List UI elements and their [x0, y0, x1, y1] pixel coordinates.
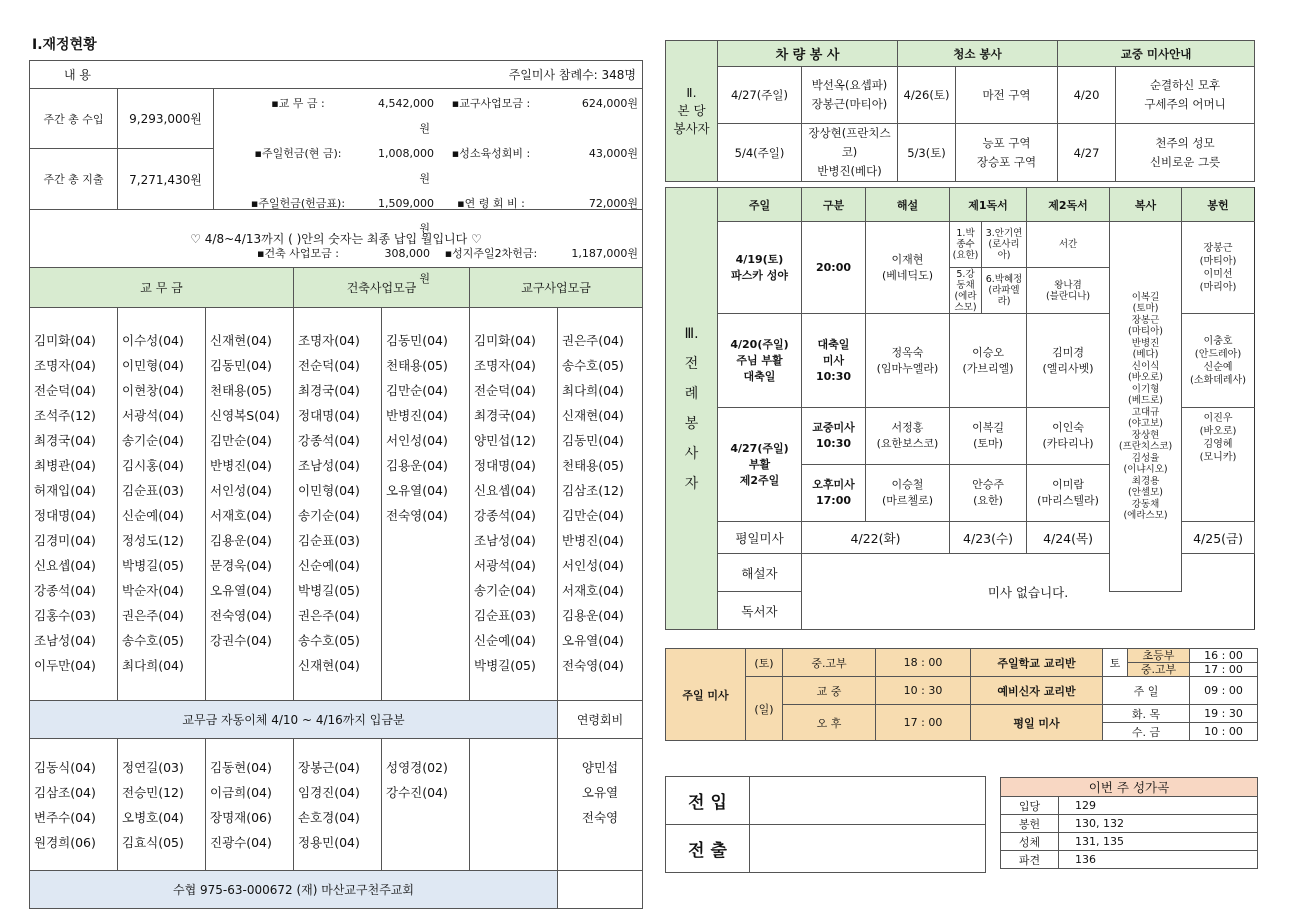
reader: 왕나겸 (블란디나): [1027, 268, 1110, 314]
reader2: 김미경 (엘리사벳): [1027, 314, 1110, 408]
mass-time: 17 : 00: [876, 705, 971, 741]
name-list: 신재현(04) 김동민(04) 천태용(05) 신영복S(04) 김만순(04) 반병진(04) 서인성(04) 서재호(04) 김용운(04) 문경욱(04) 오유열(04) 전숙영(04) 강권수(04): [206, 308, 294, 701]
mass-time: 18 : 00: [876, 649, 971, 677]
item-label: ▪교 무 금 :: [271, 97, 325, 110]
name-list: 이수성(04) 이민형(04) 이현창(04) 서광석(04) 송기순(04) 김시홍(04) 김순표(03) 신순예(04) 정성도(12) 박병길(05) 박순자(04) 권은주(04) 송수호(05) 최다희(04): [118, 308, 206, 701]
weekday: 4/24(목): [1027, 522, 1110, 554]
hymn-table: [1000, 777, 1258, 869]
item-value: 43,000원: [588, 147, 639, 160]
catechism: 예비신자 교리반: [971, 677, 1103, 705]
time-label: 대축일 미사 10:30: [802, 314, 866, 408]
item-value: 1,008,000원: [378, 147, 434, 185]
weekday-days: 화. 목: [1103, 705, 1190, 723]
move-in-label: 전 입: [666, 777, 750, 825]
reader2: 이미람 (마리스텔라): [1027, 465, 1110, 522]
clean-date: 4/26(토): [898, 67, 956, 124]
section-title: Ⅰ.재정현황: [32, 37, 97, 53]
weekday-time: 10 : 00: [1190, 723, 1258, 741]
schedule-table: [665, 648, 1258, 741]
sunday-school: 주일학교 교리반: [971, 649, 1103, 677]
content-header: 내 용: [30, 61, 382, 89]
hymn-title: 이번 주 성가곡: [1001, 778, 1258, 797]
notice: ♡ 4/8~4/13까지 ( )안의 숫자는 최종 납입 월입니다 ♡: [30, 210, 643, 268]
col-header: 복사: [1110, 188, 1182, 222]
hymn-key: 파견: [1001, 851, 1059, 869]
item-label: ▪건축 사업모금 :: [257, 247, 339, 260]
move-table: [665, 776, 986, 873]
weekday: 4/25(금): [1182, 522, 1255, 554]
col-header: 제2독서: [1027, 188, 1110, 222]
car-names: 장상현(프란치스코) 반병진(베다): [802, 124, 898, 182]
item-value: 1,509,000원: [378, 197, 434, 235]
col-header: 제1독서: [950, 188, 1027, 222]
col-header: 구분: [802, 188, 866, 222]
offering: 이충호 (안드레아) 신순예 (소화데레사): [1182, 314, 1255, 408]
item-label: ▪교구사업모금 :: [451, 97, 531, 110]
name-list: 정연길(03) 전승민(12) 오병호(04) 김효식(05): [118, 739, 206, 871]
name-list: 권은주(04) 송수호(05) 최다희(04) 신재현(04) 김동민(04) 천태용(05) 김삼조(12) 김만순(04) 반병진(04) 서인성(04) 서재호(04) 김용운(04) 오유열(04) 전숙영(04): [558, 308, 643, 701]
offering: 이진우 (바오로) 김영혜 (모니카): [1182, 408, 1255, 522]
offering: 장봉근 (마티아) 이미선 (마리아): [1182, 222, 1255, 314]
reader: 서간: [1027, 222, 1110, 268]
expense-value: 7,271,430원: [129, 172, 202, 187]
sun-label: (일): [746, 677, 783, 741]
catechism-day: 주 일: [1103, 677, 1190, 705]
mid-time: 17 : 00: [1204, 663, 1243, 676]
item-value: 4,542,000원: [378, 97, 434, 135]
col-header: 해설: [866, 188, 950, 222]
item-label: ▪주일헌금(헌금표):: [250, 197, 346, 210]
item-label: ▪연 령 회 비 :: [457, 197, 525, 210]
elem-time: 16 : 00: [1204, 649, 1243, 662]
name-list: 김동현(04) 이금희(04) 장명재(06) 진광수(04): [206, 739, 294, 871]
item-value: 624,000원: [581, 97, 639, 110]
no-mass: 미사 없습니다.: [802, 554, 1255, 630]
item-label: ▪주일헌금(현 금):: [254, 147, 342, 160]
catechism-time: 09 : 00: [1190, 677, 1258, 705]
move-out-label: 전 출: [666, 825, 750, 873]
weekday-days: 수. 금: [1103, 723, 1190, 741]
commentator: 서정홍 (요한보스코): [866, 408, 950, 465]
mass-text: 천주의 성모 신비로운 그릇: [1116, 124, 1255, 182]
income-value: 9,293,000원: [118, 89, 213, 149]
name-list: 김미화(04) 조명자(04) 전순덕(04) 최경국(04) 양민섭(12) 정대명(04) 신요셉(04) 강종석(04) 조남성(04) 서광석(04) 송기순(04) 김순표(03) 신순예(04) 박병길(05): [470, 308, 558, 701]
name-list: 장봉근(04) 임경진(04) 손호경(04) 정용민(04): [294, 739, 382, 871]
item-value: 308,000원: [384, 247, 430, 285]
col-header: 주일: [718, 188, 802, 222]
income-label: 주간 총 수입: [30, 89, 117, 149]
car-date: 4/27(주일): [718, 67, 802, 124]
reader: 5.강동채 (에라스모): [950, 268, 982, 314]
col-header: 교 무 금: [30, 268, 294, 308]
reader: 3.안기연 (로사리아): [982, 222, 1027, 268]
time-label: 오후미사 17:00: [802, 465, 866, 522]
name-list: 김미화(04) 조명자(04) 전순덕(04) 조석주(12) 최경국(04) 최병관(04) 허재입(04) 정대명(04) 김경미(04) 신요셉(04) 강종석(04) 김홍수(03) 조남성(04) 이두만(04): [30, 308, 118, 701]
item-label: ▪성소육성회비 :: [451, 147, 531, 160]
mass-date: 4/20: [1058, 67, 1116, 124]
hymn-value: 130, 132: [1059, 815, 1258, 833]
name-list: 김동식(04) 김삼조(04) 변주수(04) 원경희(06): [30, 739, 118, 871]
finance-table: [29, 60, 643, 909]
commentator: 이승철 (마르첼로): [866, 465, 950, 522]
reader1: 이복길 (토마): [950, 408, 1027, 465]
commentator: 이재현 (베네딕도): [866, 222, 950, 314]
altar-servers: 이복길 (토마) 장봉근 (마티아) 반병진 (베다) 신이식 (바오로) 이기형 (베드로) 고대규 (야고보) 장상현 (프란치스코) 김성율 (이냐시오) 최경용 (안셀모) 강동채 (에라스모): [1110, 222, 1182, 592]
time-label: 20:00: [802, 222, 866, 314]
hymn-key: 성체: [1001, 833, 1059, 851]
weekday: 4/23(수): [950, 522, 1027, 554]
weekday: 4/22(화): [802, 522, 950, 554]
reader: 6.박혜정 (라파엘라): [982, 268, 1027, 314]
day-label: 4/27(주일) 부활 제2주일: [718, 408, 802, 522]
service-section: Ⅱ. 본 당 봉사자: [666, 41, 718, 182]
day-label: 4/19(토) 파스카 성야: [718, 222, 802, 314]
car-date: 5/4(주일): [718, 124, 802, 182]
sunday-mass-label: 주일 미사: [666, 649, 746, 741]
yeonryeong-title: 연령회비: [558, 701, 643, 739]
mass-date: 4/27: [1058, 124, 1116, 182]
reader2: 이인숙 (카타리나): [1027, 408, 1110, 465]
service-table: [665, 40, 1255, 182]
auto-transfer-title: 교무금 자동이체 4/10 ~ 4/16까지 입금분: [30, 701, 558, 739]
hymn-value: 136: [1059, 851, 1258, 869]
name-list: 김동민(04) 천태용(05) 김만순(04) 반병진(04) 서인성(04) 김용운(04) 오유열(04) 전숙영(04): [382, 308, 470, 701]
reader1: 안승주 (요한): [950, 465, 1027, 522]
item-value: 72,000원: [588, 197, 639, 210]
liturgy-section: Ⅲ. 전 례 봉 사 자: [666, 188, 718, 630]
sat-label: (토): [746, 649, 783, 677]
mass-name: 교 중: [783, 677, 876, 705]
col-header: 교구사업모금: [470, 268, 643, 308]
bank-account: 수협 975-63-000672 (재) 마산교구천주교회: [30, 871, 558, 909]
hymn-value: 131, 135: [1059, 833, 1258, 851]
mid-label: 중.고부: [1128, 663, 1190, 676]
car-names: 박선옥(요셉파) 장봉근(마티아): [802, 67, 898, 124]
mass-text: 순결하신 모후 구세주의 어머니: [1116, 67, 1255, 124]
name-list: 성영경(02) 강수진(04): [382, 739, 470, 871]
sat-label: 토: [1103, 649, 1128, 677]
name-list: 조명자(04) 전순덕(04) 최경국(04) 정대명(04) 강종석(04) 조남성(04) 이민형(04) 송기순(04) 김순표(03) 신순예(04) 박병길(05) 권은주(04) 송수호(05) 신재현(04): [294, 308, 382, 701]
day-label: 4/20(주일) 주님 부활 대축일: [718, 314, 802, 408]
commentator: 정옥숙 (임마누엘라): [866, 314, 950, 408]
item-value: 1,187,000원: [571, 247, 639, 260]
hymn-value: 129: [1059, 797, 1258, 815]
commentator-label: 해설자: [718, 554, 802, 592]
attendance: 주일미사 참례수: 348명: [382, 61, 643, 89]
expense-label: 주간 총 지출: [43, 173, 104, 186]
weekday-time: 19 : 30: [1190, 705, 1258, 723]
col-header: 봉헌: [1182, 188, 1255, 222]
car-title: 차 량 봉 사: [718, 41, 898, 67]
reader-label: 독서자: [718, 592, 802, 630]
elem-label: 초등부: [1128, 649, 1190, 662]
mass-time: 10 : 30: [876, 677, 971, 705]
hymn-key: 봉헌: [1001, 815, 1059, 833]
clean-area: 능포 구역 장승포 구역: [956, 124, 1058, 182]
reader: 1.박종수 (요한): [950, 222, 982, 268]
clean-title: 청소 봉사: [898, 41, 1058, 67]
mass-name: 오 후: [783, 705, 876, 741]
reader1: 이승오 (가브리엘): [950, 314, 1027, 408]
mass-name: 중.고부: [783, 649, 876, 677]
weekday-mass: 평일 미사: [971, 705, 1103, 741]
mass-title: 교중 미사안내: [1058, 41, 1255, 67]
time-label: 교중미사 10:30: [802, 408, 866, 465]
weekday-label: 평일미사: [718, 522, 802, 554]
hymn-key: 입당: [1001, 797, 1059, 815]
col-header: 건축사업모금: [294, 268, 470, 308]
name-list: 양민섭 오유열 전숙영: [558, 739, 643, 871]
item-label: ▪성지주일2차헌금:: [444, 247, 538, 260]
liturgy-table: [665, 187, 1255, 630]
clean-date: 5/3(토): [898, 124, 956, 182]
clean-area: 마전 구역: [956, 67, 1058, 124]
